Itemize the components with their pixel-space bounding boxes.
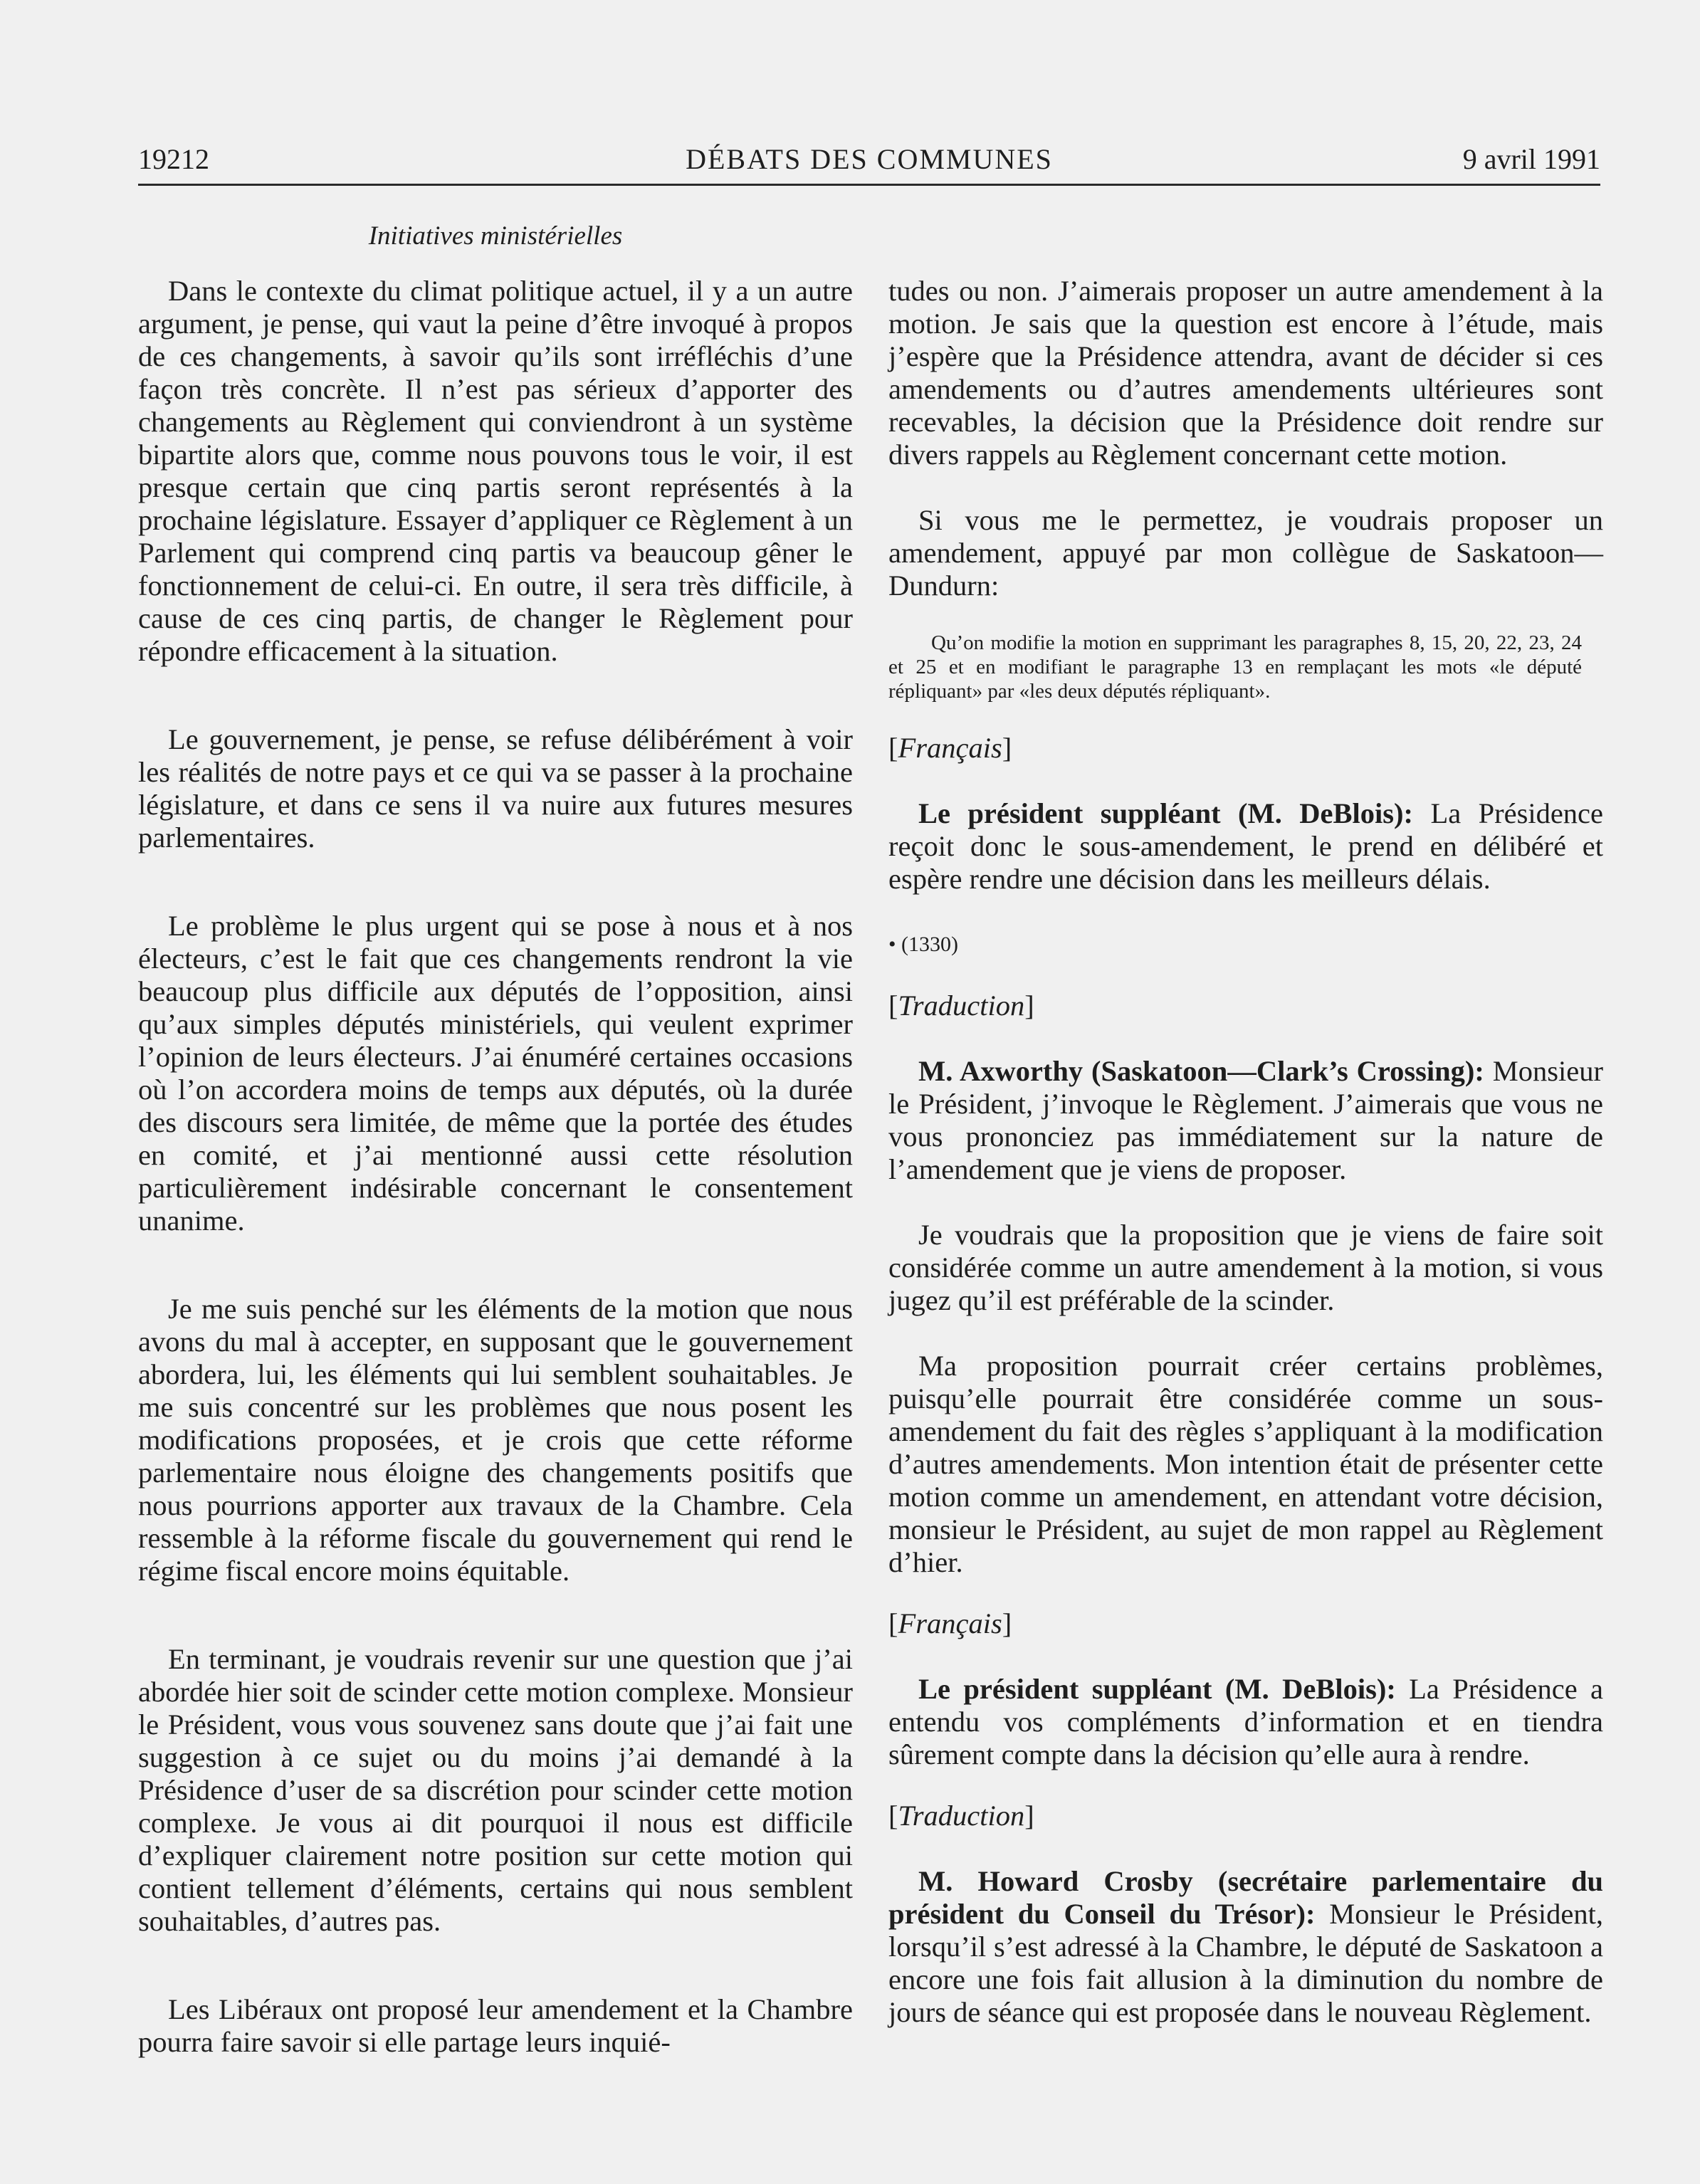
paragraph: Je voudrais que la proposition que je viens de faire soit considérée comme un autre amendement à la motion, si vous jugez qu’il est préférable de la scinder. — [888, 1219, 1603, 1316]
publication-date: 9 avril 1991 — [1462, 143, 1600, 175]
paragraph: Le gouvernement, je pense, se refuse délibérément à voir les réalités de notre pays et ce qui va se passer à la prochaine législature, et dans ce sens il va nuire aux futures mesures parlementaires. — [138, 723, 853, 854]
paragraph: Si vous me le permettez, je voudrais proposer un amendement, appuyé par mon collègue de Saskatoon—Dundurn: — [888, 504, 1603, 602]
language-marker: [Traduction] — [888, 989, 1034, 1022]
paragraph: Je me suis penché sur les éléments de la motion que nous avons du mal à accepter, en supposant que le gouvernement abordera, lui, les éléments qui lui semblent souhaitables. Je me suis concentré sur les problèmes que nous posent les modifications proposées, et je crois que cette réforme parlementaire nous éloigne des changements positifs que nous pourrions apporter aux travaux de la Chambre. Cela ressemble à la réforme fiscale du gouvernement qui rend le régime fiscal encore moins équitable. — [138, 1293, 853, 1587]
amendment-quote: Qu’on modifie la motion en supprimant les paragraphes 8, 15, 20, 22, 23, 24 et 25 et en modifiant le paragraphe 13 en remplaçant les mots «le député répliquant» par «les deux députés répliquant». — [888, 631, 1582, 703]
publication-title: DÉBATS DES COMMUNES — [686, 143, 1053, 175]
speaker-name: M. Howard Crosby (secrétaire parlementaire du président du Conseil du Trésor): — [888, 1865, 1603, 1930]
right-column — [888, 275, 1603, 2029]
paragraph: tudes ou non. J’aimerais proposer un autre amendement à la motion. Je sais que la question est encore à l’étude, mais j’espère que la Présidence attendra, avant de décider si ces amendements ou d’autres amendements ultérieures sont recevables, la décision que la Présidence doit rendre sur divers rappels au Règlement concernant cette motion. — [888, 275, 1603, 471]
paragraph: En terminant, je voudrais revenir sur une question que j’ai abordée hier soit de scinder cette motion complexe. Monsieur le Président, vous vous souvenez sans doute que j’ai fait une suggestion à ce sujet ou du moins j’ai demandé à la Présidence d’user de sa discrétion pour scinder cette motion complexe. Je vous ai dit pourquoi il nous est difficile d’expliquer clairement notre position sur cette motion qui contient tellement d’éléments, certains qui nous semblent souhaitables, d’autres pas. — [138, 1643, 853, 1937]
paragraph: Dans le contexte du climat politique actuel, il y a un autre argument, je pense, qui vaut la peine d’être invoqué à propos de ces changements, à savoir qu’ils sont irréfléchis d’une façon très concrète. Il n’est pas sérieux d’apporter des changements au Règlement qui conviendront à un système bipartite alors que, comme nous pouvons tous le voir, il est presque certain que cinq partis seront représentés à la prochaine législature. Essayer d’appliquer ce Règlement à un Parlement qui comprend cinq partis va beaucoup gêner le fonctionnement de celui-ci. En outre, il sera très difficile, à cause de ces cinq partis, de changer le Règlement pour répondre efficacement à la situation. — [138, 275, 853, 667]
language-marker: [Traduction] — [888, 1800, 1034, 1832]
speaker-name: Le président suppléant (M. DeBlois): — [918, 797, 1414, 829]
speech-text: La Présidence a entendu vos compléments d’information et en tiendra sûrement compte dans la décision qu’elle aura à rendre. — [888, 1673, 1604, 1770]
language-label: Français — [898, 732, 1002, 764]
page-number: 19212 — [138, 143, 209, 175]
time-marker: • (1330) — [888, 933, 958, 956]
paragraph: Ma proposition pourrait créer certains problèmes, puisqu’elle pourrait être considérée comme un sous-amendement du fait des règles s’appliquant à la modification d’autres amendements. Mon intention était de présenter cette motion comme un amendement, en attendant votre décision, monsieur le Président, au sujet de mon rappel au Règlement d’hier. — [888, 1350, 1603, 1578]
speech — [888, 1673, 1603, 1771]
speech-text: La Présidence reçoit donc le sous-amendement, le prend en délibéré et espère rendre une décision dans les meilleurs délais. — [888, 797, 1604, 895]
speech — [888, 1055, 1603, 1186]
page-header — [138, 142, 1600, 182]
speech-text: Monsieur le Président, j’invoque le Règlement. J’aimerais que vous ne vous prononciez pas immédiatement sur la nature de l’amendement que je viens de proposer. — [888, 1055, 1604, 1185]
speech — [888, 1865, 1603, 2029]
speech — [888, 797, 1603, 896]
speaker-name: Le président suppléant (M. DeBlois): — [918, 1673, 1396, 1705]
header-rule — [138, 184, 1600, 186]
left-column — [138, 275, 853, 2059]
paragraph: Le problème le plus urgent qui se pose à nous et à nos électeurs, c’est le fait que ces changements rendront la vie beaucoup plus difficile aux députés de l’opposition, ainsi qu’aux simples députés ministériels, qui veulent exprimer l’opinion de leurs électeurs. J’ai énuméré certaines occasions où l’on accordera moins de temps aux députés, où la durée des discours sera limitée, de même que la portée des études en comité, et j’ai mentionné aussi cette résolution particulièrement indésirable concernant le consentement unanime. — [138, 910, 853, 1237]
speech-text: Monsieur le Président, lorsqu’il s’est adressé à la Chambre, le député de Saskatoon a encore une fois fait allusion à la diminution du nombre de jours de séance qui est proposée dans le nouveau Règlement. — [888, 1898, 1603, 2028]
speaker-name: M. Axworthy (Saskatoon—Clark’s Crossing): — [918, 1055, 1484, 1087]
language-label: Traduction — [898, 989, 1025, 1022]
language-label: Traduction — [898, 1800, 1025, 1832]
section-title: Initiatives ministérielles — [368, 221, 623, 251]
language-marker: [Français] — [888, 732, 1012, 764]
paragraph: Les Libéraux ont proposé leur amendement et la Chambre pourra faire savoir si elle partage leurs inquié- — [138, 1993, 853, 2058]
language-marker: [Français] — [888, 1607, 1012, 1639]
language-label: Français — [898, 1607, 1002, 1639]
